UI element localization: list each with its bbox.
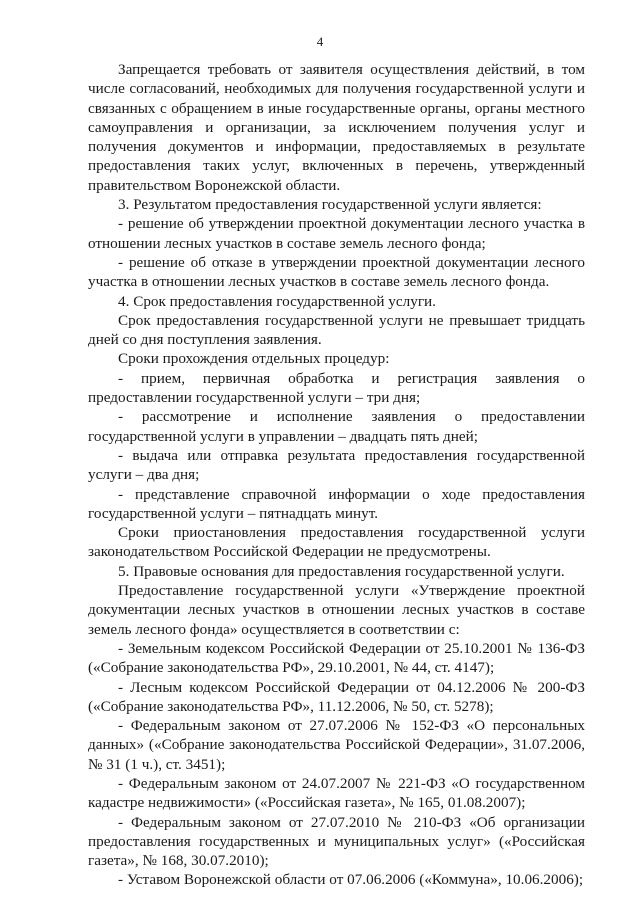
page-number: 4	[316, 34, 324, 49]
document-body	[88, 60, 585, 890]
paragraph-procedure-review: - рассмотрение и исполнение заявления о предоставлении государственной услуги в управлении – двадцать пять дней;	[88, 408, 585, 445]
paragraph-law-forest-code: - Лесным кодексом Российской Федерации от 04.12.2006 № 200-ФЗ («Собрание законодательства РФ», 11.12.2006, № 50, ст. 5278);	[88, 678, 585, 715]
paragraph-term-heading: 4. Срок предоставления государственной услуги.	[118, 292, 436, 310]
paragraph-suspension: Сроки приостановления предоставления государственной услуги законодательством Российской Федерации не предусмотрены.	[88, 524, 585, 561]
paragraph-procedure-reception: - прием, первичная обработка и регистрация заявления о предоставлении государственной услуги – три дня;	[88, 369, 585, 407]
paragraph-law-charter: - Уставом Воронежской области от 07.06.2006 («Коммуна», 10.06.2006);	[118, 871, 584, 889]
paragraph-law-land-code: - Земельным кодексом Российской Федерации от 25.10.2001 № 136-ФЗ («Собрание законодательства РФ», 29.10.2001, № 44, ст. 4147);	[88, 639, 585, 677]
paragraph-law-cadastre: - Федеральным законом от 24.07.2007 № 221-ФЗ «О государственном кадастре недвижимости» («Российская газета», № 165, 01.08.2007);	[88, 774, 585, 812]
paragraph-result-heading: 3. Результатом предоставления государственной услуги является:	[118, 196, 542, 214]
paragraph-law-services: - Федеральным законом от 27.07.2010 № 210-ФЗ «Об организации предоставления государственных и муниципальных услуг» («Российская газета», № 168, 30.07.2010);	[88, 813, 585, 870]
paragraph-procedure-issue: - выдача или отправка результата предоставления государственной услуги – два дня;	[88, 446, 585, 484]
paragraph-procedure-info: - представление справочной информации о ходе предоставления государственной услуги – пятнадцать минут.	[88, 485, 585, 522]
paragraph-prohibition: Запрещается требовать от заявителя осуществления действий, в том числе согласований, необходимых для получения государственной услуги и связанных с обращением в иные государственные органы, органы местного самоуправления и организации, за исключением получения услуг и получения документов и информации, предоставляемых в результате предоставления таких услуг, включенных в перечень, утвержденный правительством Воронежской области.	[88, 61, 585, 194]
paragraph-law-personal-data: - Федеральным законом от 27.07.2006 № 152-ФЗ «О персональных данных» («Собрание законодательства Российской Федерации», 31.07.2006, № 31 (1 ч.), ст. 3451);	[88, 717, 585, 773]
paragraph-result-approval: - решение об утверждении проектной документации лесного участка в отношении лесных участков в составе земель лесного фонда;	[88, 215, 585, 252]
paragraph-term-text: Срок предоставления государственной услуги не превышает тридцать дней со дня поступления заявления.	[88, 311, 585, 349]
paragraph-legal-heading: 5. Правовые основания для предоставления государственной услуги.	[118, 562, 565, 580]
paragraph-legal-intro: Предоставление государственной услуги «Утверждение проектной документации лесных участков в отношении лесных участков в составе земель лесного фонда» осуществляется в соответствии с:	[88, 582, 585, 638]
paragraph-result-refusal: - решение об отказе в утверждении проектной документации лесного участка в отношении лесных участков в составе земель лесного фонда.	[88, 253, 585, 291]
paragraph-procedures-heading: Сроки прохождения отдельных процедур:	[118, 350, 390, 368]
